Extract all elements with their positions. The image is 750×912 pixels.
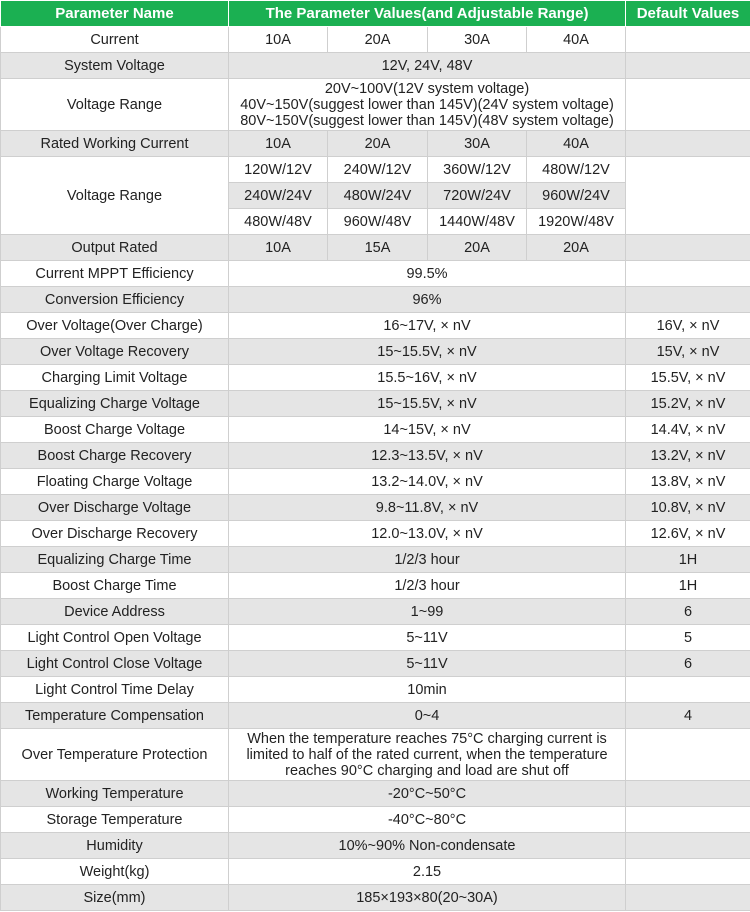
table-row [1,885,750,911]
param-value: 96% [229,287,626,313]
param-value: 15A [328,235,428,261]
param-value: 2.15 [229,859,626,885]
table-row [1,807,750,833]
param-name: Over Discharge Voltage [1,495,229,521]
table-row [1,625,750,651]
table-row [1,599,750,625]
row-voltage-range [1,79,750,131]
default-value: 10.8V, × nV [626,495,750,521]
default-value: 6 [626,651,750,677]
param-name: Rated Working Current [1,131,229,157]
default-value [626,807,750,833]
table-row [1,391,750,417]
default-value: 15.5V, × nV [626,365,750,391]
param-name: Weight(kg) [1,859,229,885]
param-name: Over Voltage Recovery [1,339,229,365]
default-value: 12.6V, × nV [626,521,750,547]
param-name: Light Control Open Voltage [1,625,229,651]
default-value [626,833,750,859]
param-value-line: reaches 90°C charging and load are shut off [285,762,569,779]
param-value: 1~99 [229,599,626,625]
param-name: Boost Charge Time [1,573,229,599]
param-name: Conversion Efficiency [1,287,229,313]
param-value: -40°C~80°C [229,807,626,833]
param-value: 480W/48V [229,209,328,235]
param-value: 5~11V [229,651,626,677]
table-row [1,287,750,313]
param-value: 1/2/3 hour [229,573,626,599]
row-power-range-1 [1,157,750,183]
param-value: 20A [328,27,428,53]
default-value [626,859,750,885]
param-name: Working Temperature [1,781,229,807]
table-row [1,521,750,547]
param-name: Charging Limit Voltage [1,365,229,391]
param-value: 20A [527,235,626,261]
table-row [1,729,750,781]
table-row [1,781,750,807]
table-row [1,859,750,885]
param-value: 16~17V, × nV [229,313,626,339]
table-row [1,443,750,469]
param-name: System Voltage [1,53,229,79]
default-value: 15V, × nV [626,339,750,365]
default-value [626,885,750,911]
header-parameter-name: Parameter Name [1,1,229,27]
table-row [1,833,750,859]
header-default-values: Default Values [626,1,750,27]
param-name: Over Discharge Recovery [1,521,229,547]
param-name: Output Rated [1,235,229,261]
header-parameter-values: The Parameter Values(and Adjustable Range) [229,1,626,27]
default-value [626,235,750,261]
param-name: Current MPPT Efficiency [1,261,229,287]
param-value: 12.0~13.0V, × nV [229,521,626,547]
default-value [626,781,750,807]
default-value: 1H [626,547,750,573]
param-value: 99.5% [229,261,626,287]
param-name: Storage Temperature [1,807,229,833]
param-value: 10A [229,27,328,53]
param-value: 720W/24V [428,183,527,209]
param-value: 0~4 [229,703,626,729]
table-row [1,313,750,339]
table-row [1,677,750,703]
row-output-rated [1,235,750,261]
param-value: 12V, 24V, 48V [229,53,626,79]
param-value: 960W/24V [527,183,626,209]
param-value: 960W/48V [328,209,428,235]
table-row [1,365,750,391]
param-name: Voltage Range [1,157,229,235]
param-name: Boost Charge Voltage [1,417,229,443]
default-value [626,131,750,157]
default-value [626,157,750,235]
voltage-range-line: 80V~150V(suggest lower than 145V)(48V system voltage) [240,112,614,129]
param-value: 15~15.5V, × nV [229,339,626,365]
default-value: 5 [626,625,750,651]
param-name: Current [1,27,229,53]
param-name: Equalizing Charge Voltage [1,391,229,417]
default-value [626,729,750,781]
param-value: 10min [229,677,626,703]
default-value: 1H [626,573,750,599]
param-value: 480W/24V [328,183,428,209]
param-value-multiline [229,79,626,131]
param-name: Light Control Close Voltage [1,651,229,677]
table-row [1,469,750,495]
default-value: 4 [626,703,750,729]
param-value: 10A [229,131,328,157]
default-value [626,261,750,287]
default-value: 14.4V, × nV [626,417,750,443]
param-value: 13.2~14.0V, × nV [229,469,626,495]
param-value: -20°C~50°C [229,781,626,807]
param-value-line: limited to half of the rated current, when the temperature [246,746,608,763]
param-name: Voltage Range [1,79,229,131]
header-row [1,1,750,27]
default-value: 15.2V, × nV [626,391,750,417]
param-name: Humidity [1,833,229,859]
param-value: 40A [527,131,626,157]
param-value: 5~11V [229,625,626,651]
default-value: 6 [626,599,750,625]
param-name: Device Address [1,599,229,625]
param-name: Equalizing Charge Time [1,547,229,573]
param-value: 12.3~13.5V, × nV [229,443,626,469]
param-value: 185×193×80(20~30A) [229,885,626,911]
row-current [1,27,750,53]
param-value: 1440W/48V [428,209,527,235]
default-value [626,79,750,131]
table-row [1,573,750,599]
param-value: 360W/12V [428,157,527,183]
table-row [1,261,750,287]
voltage-range-line: 40V~150V(suggest lower than 145V)(24V system voltage) [240,96,614,113]
param-value: 120W/12V [229,157,328,183]
param-name: Light Control Time Delay [1,677,229,703]
default-value [626,677,750,703]
row-system-voltage [1,53,750,79]
param-value: 15.5~16V, × nV [229,365,626,391]
param-value: 30A [428,131,527,157]
table-row [1,495,750,521]
table-row [1,417,750,443]
default-value: 13.8V, × nV [626,469,750,495]
param-value: 1/2/3 hour [229,547,626,573]
param-name: Temperature Compensation [1,703,229,729]
param-value: 20A [428,235,527,261]
param-name: Over Voltage(Over Charge) [1,313,229,339]
table-row [1,547,750,573]
param-value: 10A [229,235,328,261]
param-value: 30A [428,27,527,53]
param-value: 9.8~11.8V, × nV [229,495,626,521]
param-value: 15~15.5V, × nV [229,391,626,417]
param-value: 14~15V, × nV [229,417,626,443]
row-rated-working-current [1,131,750,157]
voltage-range-line: 20V~100V(12V system voltage) [324,80,530,97]
default-value [626,27,750,53]
param-value-line: When the temperature reaches 75°C charging current is [247,730,607,747]
table-row [1,703,750,729]
default-value [626,53,750,79]
default-value: 16V, × nV [626,313,750,339]
param-name: Floating Charge Voltage [1,469,229,495]
default-value: 13.2V, × nV [626,443,750,469]
param-value: 240W/24V [229,183,328,209]
param-value: 480W/12V [527,157,626,183]
param-value: 40A [527,27,626,53]
param-value-multiline [229,729,626,781]
param-name: Size(mm) [1,885,229,911]
param-value: 1920W/48V [527,209,626,235]
default-value [626,287,750,313]
param-name: Over Temperature Protection [1,729,229,781]
param-name: Boost Charge Recovery [1,443,229,469]
table-row [1,339,750,365]
table-row [1,651,750,677]
param-value: 20A [328,131,428,157]
param-value: 240W/12V [328,157,428,183]
param-value: 10%~90% Non-condensate [229,833,626,859]
